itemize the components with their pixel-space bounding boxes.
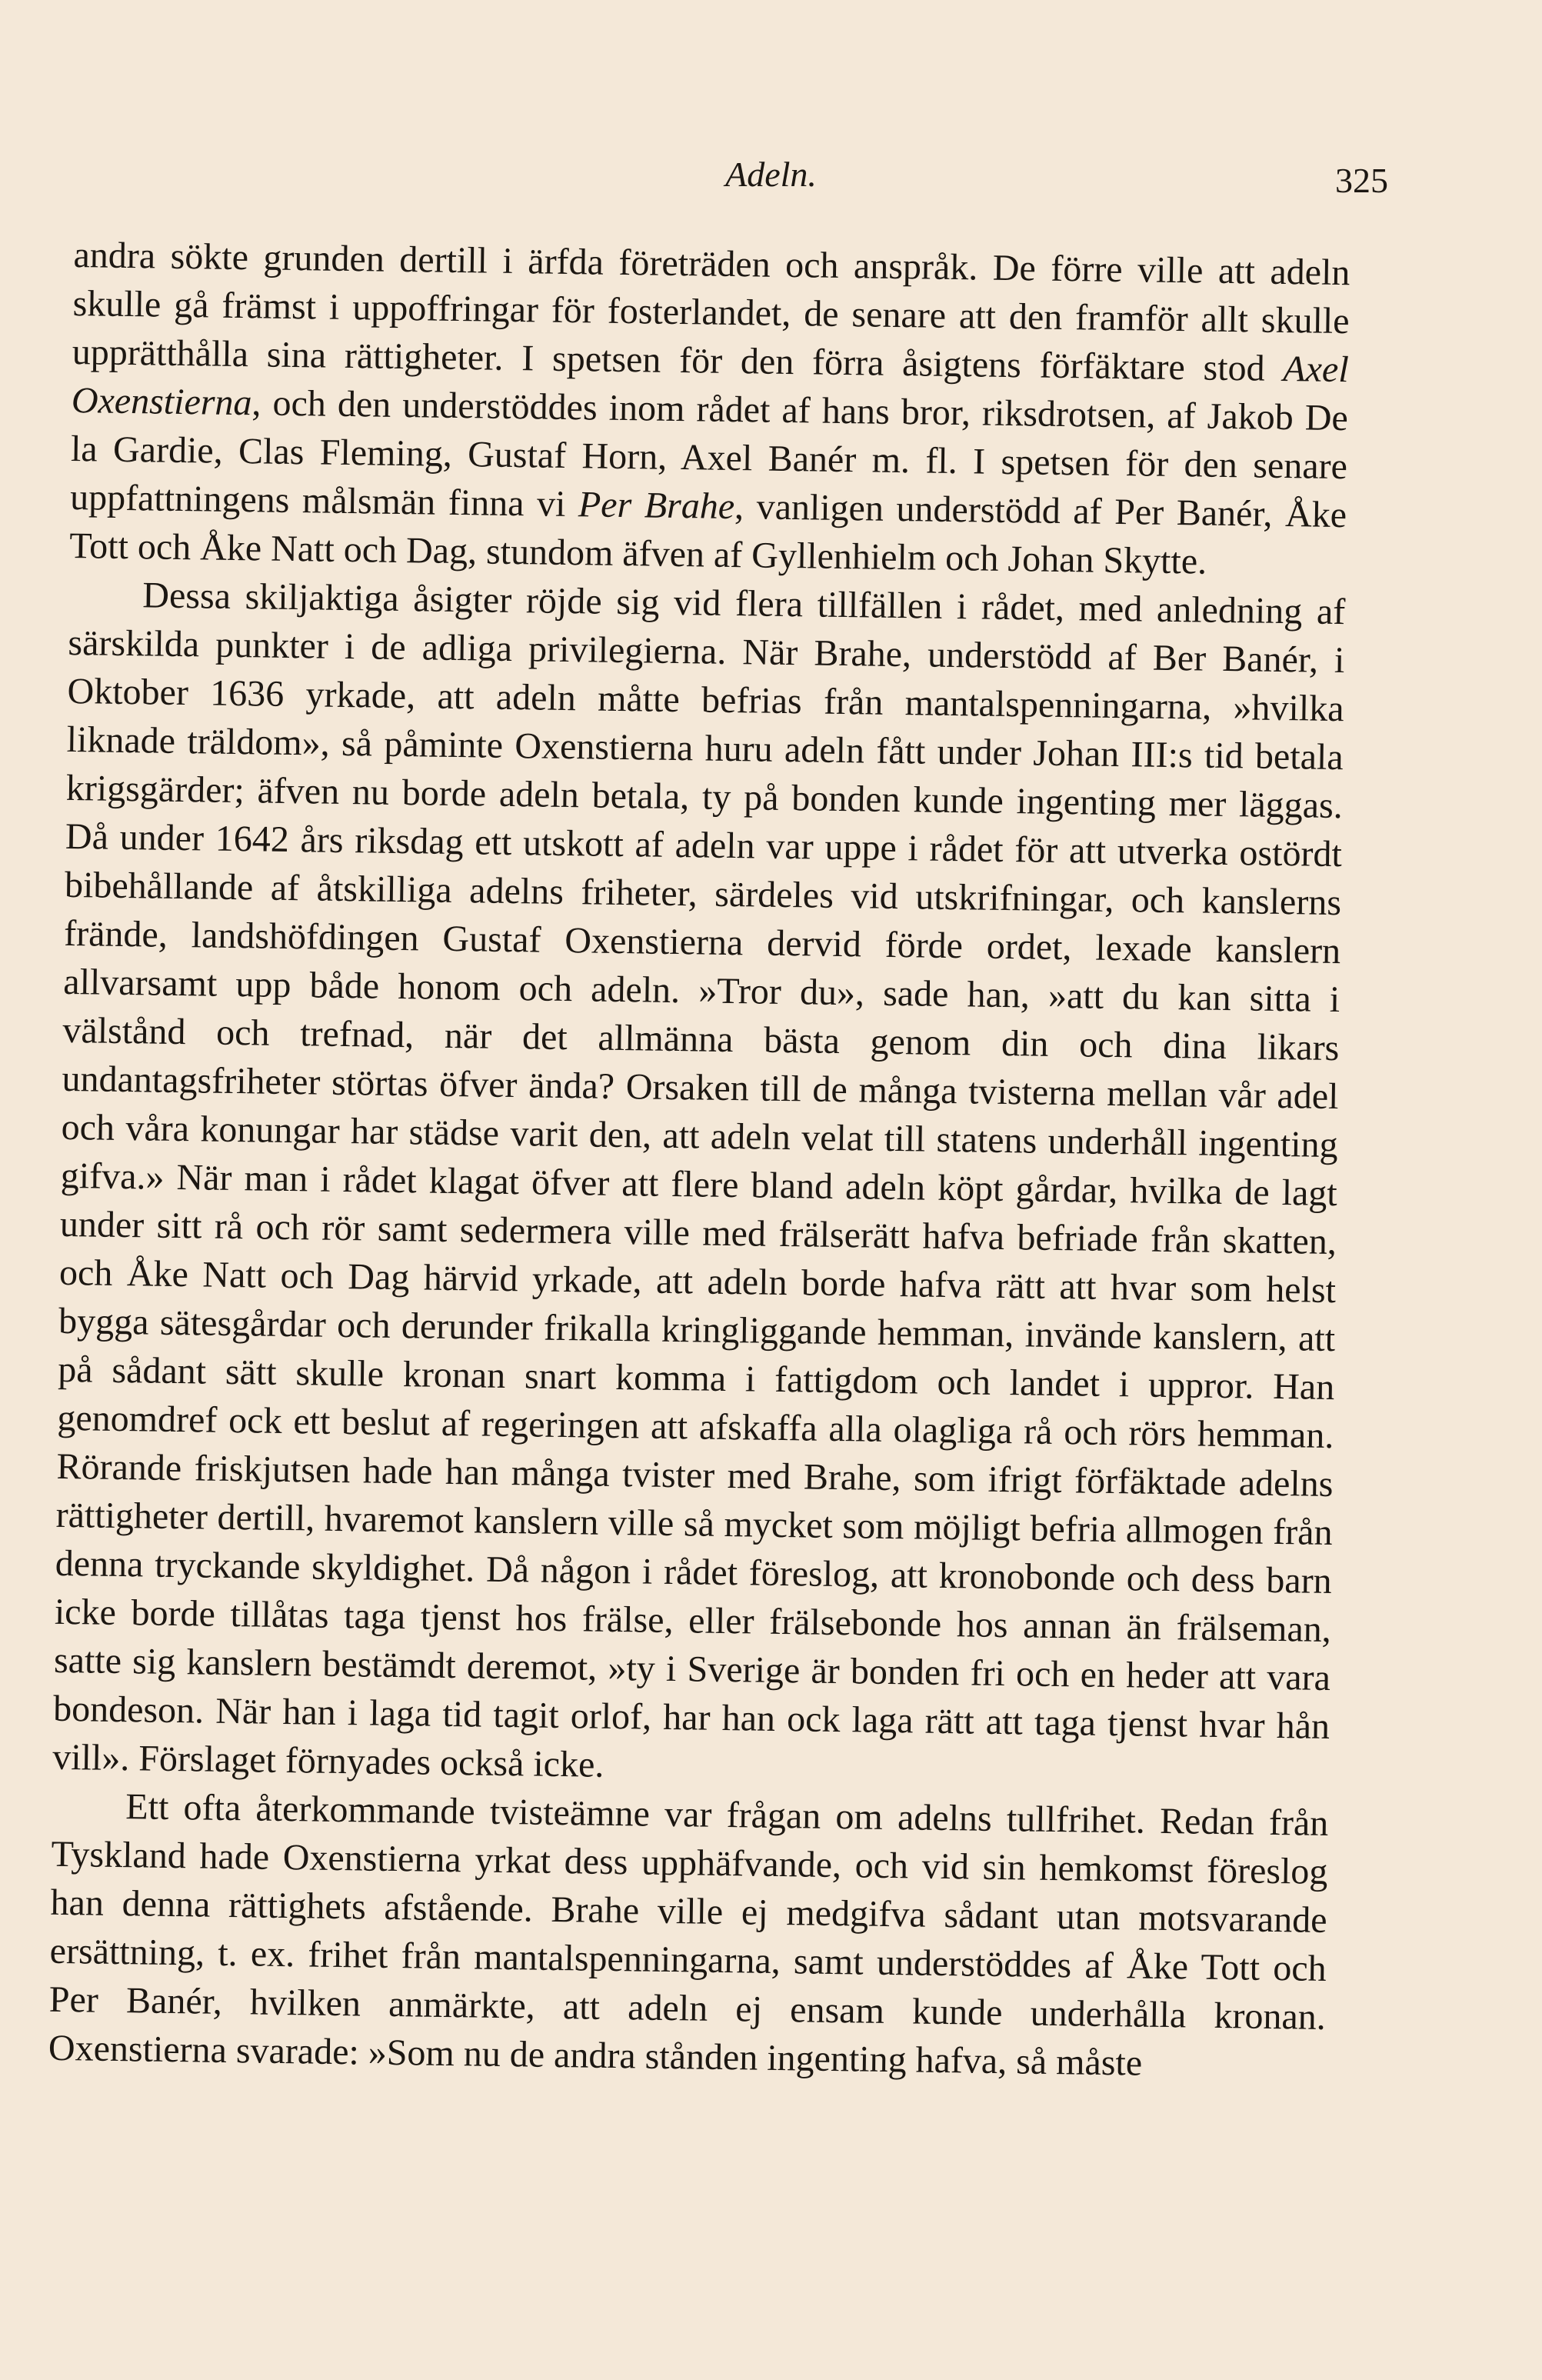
- person-name-italic: Axel Oxenstierna: [71, 348, 1350, 424]
- text-segment: Dessa skiljaktiga åsigter röjde sig vid flera tillfällen i rådet, med anledning af särskilda punkter i de adliga privilegierna. När Brahe, understödd af Ber Banér, i Oktober 1636 yrkade, att adeln måtte befrias från mantalspenningarna, »hvilka liknade träldom», så påminte Oxenstierna huru adeln fått under Johan III:s tid betala krigsgärder; äfven nu borde adeln betala, ty på bonden kunde ingenting mer läggas. Då under 1642 års riksdag ett utskott af adeln var uppe i rådet för att utverka ostördt bibehållande af åtskilliga adelns friheter, särdeles vid utskrifningar, och kanslerns frände, landshöfdingen Gustaf Oxenstierna dervid förde ordet, lexade kanslern allvarsamt upp både honom och adeln. »Tror du», sade han, »att du kan sitta i välstånd och trefnad, när det allmänna bästa genom din och dina likars undantagsfriheter störtas öfver ända? Orsaken till de många tvisterna mellan vår adel och våra konungar har städse varit den, att adeln velat till statens underhåll ingenting gifva.» När man i rådet klagat öfver att flere bland adeln köpt gårdar, hvilka de lagt under sitt rå och rör samt sedermera ville med frälserätt hafva befriade från skatten, och Åke Natt och Dag härvid yrkade, att adeln borde hafva rätt att hvar som helst bygga sätesgårdar och derunder frikalla kringliggande hemman, invände kanslern, att på sådant sätt skulle kronan snart komma i fattigdom och landet i uppror. Han genomdref ock ett beslut af regeringen att afskaffa alla olagliga rå och rörs hemman. Rörande friskjutsen hade han många tvister med Brahe, som ifrigt förfäktade adelns rättigheter dertill, hvaremot kanslern ville så mycket som möjligt befria allmogen från denna tryckande skyldighet. Då någon i rådet föreslog, att kronobonde och dess barn icke borde tillåtas taga tjenst hos frälse, eller frälsebonde hos annan än frälseman, satte sig kanslern bestämdt deremot, »ty i Sverige är bonden fri och en heder att vara bondeson. När han i laga tid tagit orlof, har han ock laga rätt att taga tjenst hvar hån vill». Förslaget förnyades också icke.: [52, 575, 1346, 1785]
- text-segment: , och den understöddes inom rådet af hans bror, riksdrotsen, af Jakob De la Gardie, Clas Fleming, Gustaf Horn, Axel Banér m. fl. I spetsen för den senare uppfattningens målsmän finna vi: [69, 382, 1349, 525]
- text-segment: Ett ofta återkommande tvisteämne var frågan om adelns tullfrihet. Redan från Tyskland hade Oxenstierna yrkat dess upphäfvande, och vid sin hemkomst föreslog han denna rättighets afstående. Brahe ville ej medgifva sådant utan motsvarande ersättning, t. ex. frihet från mantalspenningarna, samt understöddes af Åke Tott och Per Banér, hvilken anmärkte, att adeln ej ensam kunde underhålla kronan. Oxenstierna svarade: »Som nu de andra stånden ingenting hafva, så måste: [48, 1786, 1329, 2084]
- page-number: 325: [1335, 161, 1388, 200]
- text-segment: andra sökte grunden dertill i ärfda företräden och anspråk. De förre ville att adeln skulle gå främst i uppoffringar för fosterlandet, de senare att den framför allt skulle upprätthålla sina rättigheter. I spetsen för den förra åsigtens förfäktare stod: [72, 234, 1350, 389]
- paragraph-2: [52, 570, 1346, 1799]
- person-name-italic: Per Brahe: [578, 484, 735, 528]
- text-segment: , vanligen understödd af Per Banér, Åke Tott och Åke Natt och Dag, stundom äfven af Gyllenhielm och Johan Skytte.: [68, 486, 1347, 582]
- body-text: [48, 231, 1350, 2090]
- paragraph-1: [69, 231, 1350, 588]
- running-head: Adeln.: [725, 155, 817, 194]
- paragraph-3: [48, 1782, 1329, 2090]
